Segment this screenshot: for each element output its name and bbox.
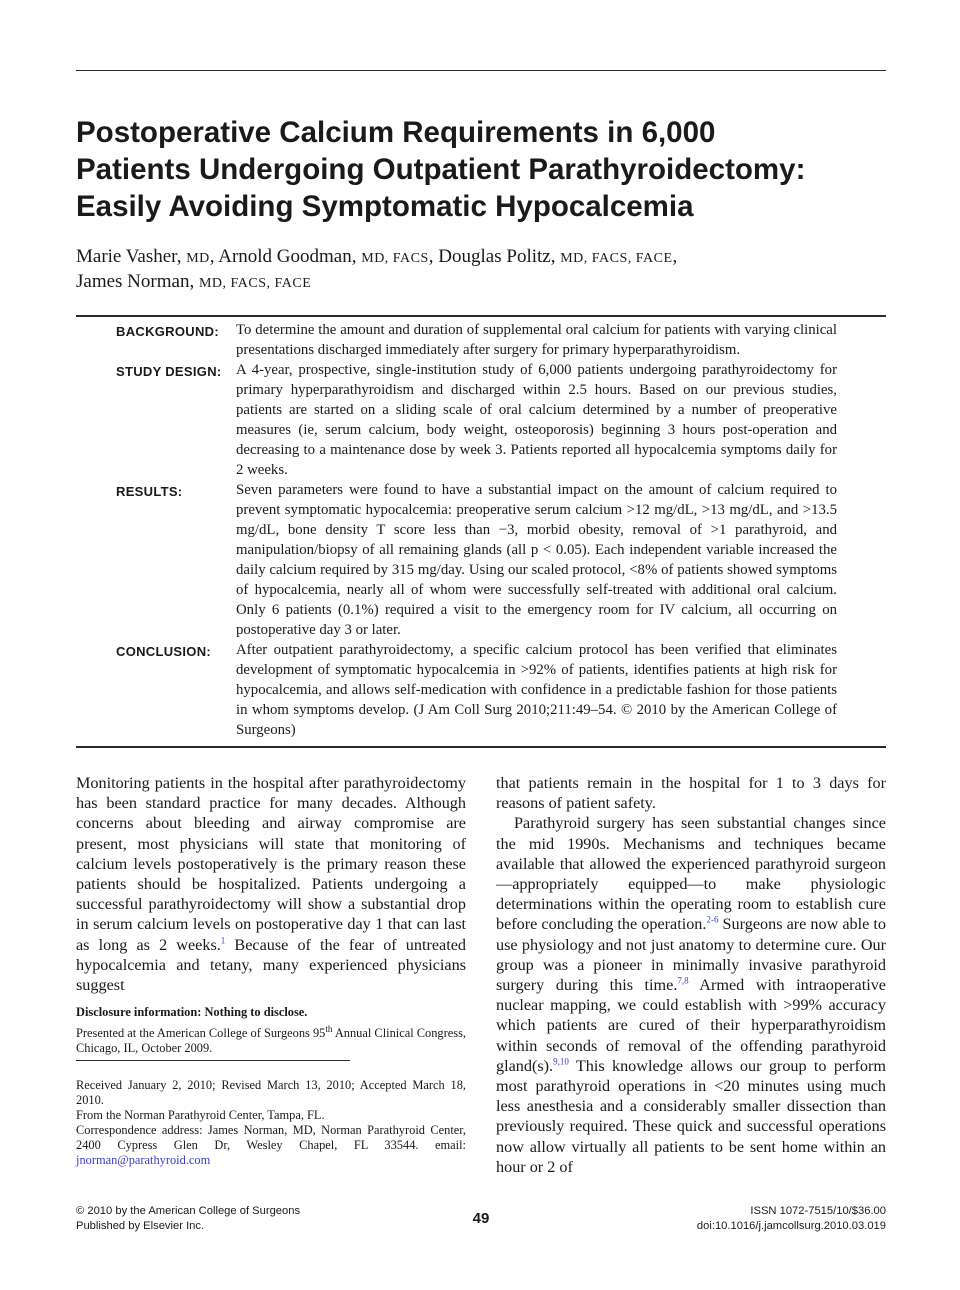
email-link[interactable]: jnorman@parathyroid.com bbox=[76, 1153, 211, 1167]
author-name: Arnold Goodman, bbox=[218, 246, 357, 267]
affiliation-note: From the Norman Parathyroid Center, Tampa, FL. bbox=[76, 1108, 325, 1122]
abstract-text: To determine the amount and duration of supplemental oral calcium for patients with varying clinical presentations discharged immediately after surgery for primary hyperparathyroidism. bbox=[236, 322, 837, 358]
author-separator: , bbox=[428, 246, 434, 267]
author-name: Douglas Politz, bbox=[438, 246, 556, 267]
abstract-label: BACKGROUND: bbox=[116, 324, 219, 339]
issn-text: ISSN 1072-7515/10/$36.00 bbox=[750, 1205, 886, 1217]
received-note: Received January 2, 2010; Revised March 13, 2010; Accepted March 18, 2010. bbox=[76, 1078, 466, 1107]
body-paragraph bbox=[496, 813, 886, 1177]
abstract-study-design bbox=[76, 360, 886, 480]
author-credentials: MD, FACS, FACE bbox=[560, 251, 673, 266]
body-text: Armed with intraoperative nuclear mapping, we could establish with >99% accuracy which patients are cured of their hyperparathyroidism within seconds of removal of the offending parathyroid gland(s). bbox=[496, 976, 886, 1075]
abstract-text: Seven parameters were found to have a substantial impact on the amount of calcium required to prevent symptomatic hypocalcemia: preoperative serum calcium >12 mg/dL, >13 mg/dL, and >13.5 mg/dL, bone density T score less than −3, morbid obesity, removal of >1 parathyroid, and manipulation/biopsy of all remaining glands (all p < 0.05). Each independent variable increased the daily calcium required by 315 mg/day. Using our scaled protocol, <8% of patients showed symptoms of hypocalcemia, nearly all of whom were successfully self-treated with additional oral calcium. Only 6 patients (0.1%) required a visit to the emergency room for IV calcium, all occurring on postoperative day 3 or later. bbox=[236, 482, 837, 638]
publisher-text: Published by Elsevier Inc. bbox=[76, 1220, 205, 1232]
page-number: 49 bbox=[472, 1210, 490, 1227]
title-line-3: Easily Avoiding Symptomatic Hypocalcemia bbox=[76, 190, 694, 223]
abstract-background bbox=[76, 320, 886, 360]
title-line-2: Patients Undergoing Outpatient Parathyroidectomy: bbox=[76, 153, 806, 186]
abstract-results bbox=[76, 480, 886, 640]
article-notes bbox=[76, 1005, 466, 1168]
citation-link[interactable]: 2-6 bbox=[706, 915, 719, 926]
copyright-text: © 2010 by the American College of Surgeons bbox=[76, 1205, 301, 1217]
citation-link[interactable]: 7,8 bbox=[677, 975, 689, 986]
body-text: Surgeons are now able to use physiology and not just anatomy to determine cure. Our group was a pioneer in minimally invasive parathyroid surgery during this time. bbox=[496, 915, 886, 995]
citation-link[interactable]: 9,10 bbox=[553, 1056, 569, 1067]
abstract-bottom-rule bbox=[76, 746, 886, 748]
abstract-text: After outpatient parathyroidectomy, a specific calcium protocol has been verified that eliminates development of symptomatic hypocalcemia in >92% of patients, identifies patients at high risk for hypocalcemia, and allows self-medication with confidence in a predictable fashion for those patients in whom symptoms develop. (J Am Coll Surg 2010;211:49–54. © 2010 by the American College of Surgeons) bbox=[236, 642, 837, 738]
body-text: Parathyroid surgery has seen substantial changes since the mid 1990s. Mechanisms and techniques became available that allowed the experienced parathyroid surgeon—appropriately equipped—to make physiologic determinations within the operating room to establish cure before concluding the operation. bbox=[496, 814, 886, 934]
author-name: Marie Vasher, bbox=[76, 246, 182, 267]
correspondence-note bbox=[76, 1123, 466, 1168]
body-text: Monitoring patients in the hospital after parathyroidectomy has been standard practice for many decades. Although concerns about bleeding and airway compromise are present, most physicians will state that monitoring of calcium levels postoperatively is the primary reason these patients should be hospitalized. Patients undergoing a successful parathyroidectomy will show a substantial drop in serum calcium levels on postoperative day 1 that can last as long as 2 weeks. bbox=[76, 774, 466, 954]
author-list bbox=[76, 245, 886, 295]
footer-right bbox=[697, 1204, 886, 1234]
doi-link[interactable]: doi:10.1016/j.jamcollsurg.2010.03.019 bbox=[696, 1220, 886, 1232]
ordinal-superscript: th bbox=[325, 1023, 333, 1034]
abstract bbox=[76, 320, 886, 740]
body-paragraph: that patients remain in the hospital for 1 to 3 days for reasons of patient safety. bbox=[496, 774, 886, 813]
disclosure-note: Disclosure information: Nothing to disclose. bbox=[76, 1005, 308, 1019]
body-text: This knowledge allows our group to perform most parathyroid operations in <20 minutes using much less anesthesia and a considerably smaller dissection than previously required. These quick and successful operations now allow virtually all patients to be sent home within an hour or 2 of bbox=[496, 1056, 886, 1176]
body-text: Because of the fear of untreated hypocalcemia and tetany, many experienced physicians suggest bbox=[76, 935, 467, 995]
body-column-right bbox=[496, 773, 886, 1177]
note-text: Presented at the American College of Surgeons 95 bbox=[76, 1026, 326, 1040]
abstract-label: CONCLUSION: bbox=[116, 644, 212, 659]
author-credentials: MD, FACS, FACE bbox=[198, 276, 312, 291]
author-name: James Norman, bbox=[76, 271, 195, 292]
abstract-label: RESULTS: bbox=[116, 484, 183, 499]
article-title bbox=[76, 114, 896, 225]
author-separator: , bbox=[209, 246, 215, 267]
body-column-left bbox=[76, 773, 466, 995]
author-separator: , bbox=[672, 246, 678, 267]
abstract-text: A 4-year, prospective, single-institution study of 6,000 patients undergoing parathyroidectomy for primary hyperparathyroidism and discharged within 2.5 hours. Based on our previous studies, patients are started on a sliding scale of oral calcium determined by a number of preoperative measures (ie, serum calcium, body weight, osteoporosis) beginning 3 hours post-operation and decreasing to a maintenance dose by week 3. Patients reported all hypocalcemia symptoms daily for 2 weeks. bbox=[236, 362, 837, 478]
header-rule bbox=[76, 70, 886, 71]
note-text: Annual Clinical Congress, Chicago, IL, October 2009. bbox=[76, 1026, 466, 1055]
author-credentials: MD, FACS bbox=[361, 251, 429, 266]
title-line-1: Postoperative Calcium Requirements in 6,000 bbox=[76, 116, 716, 149]
body-paragraph bbox=[76, 773, 466, 995]
notes-divider bbox=[76, 1060, 350, 1061]
note-text: Correspondence address: James Norman, MD, Norman Parathyroid Center, 2400 Cypress Glen Dr, Wesley Chapel, FL 33544. email: bbox=[76, 1123, 466, 1152]
author-credentials: MD bbox=[186, 251, 210, 266]
citation-link[interactable]: 1 bbox=[220, 935, 226, 946]
abstract-top-rule bbox=[76, 315, 886, 317]
abstract-conclusion bbox=[76, 640, 886, 740]
presented-note bbox=[76, 1023, 466, 1056]
abstract-label: STUDY DESIGN: bbox=[116, 364, 222, 379]
